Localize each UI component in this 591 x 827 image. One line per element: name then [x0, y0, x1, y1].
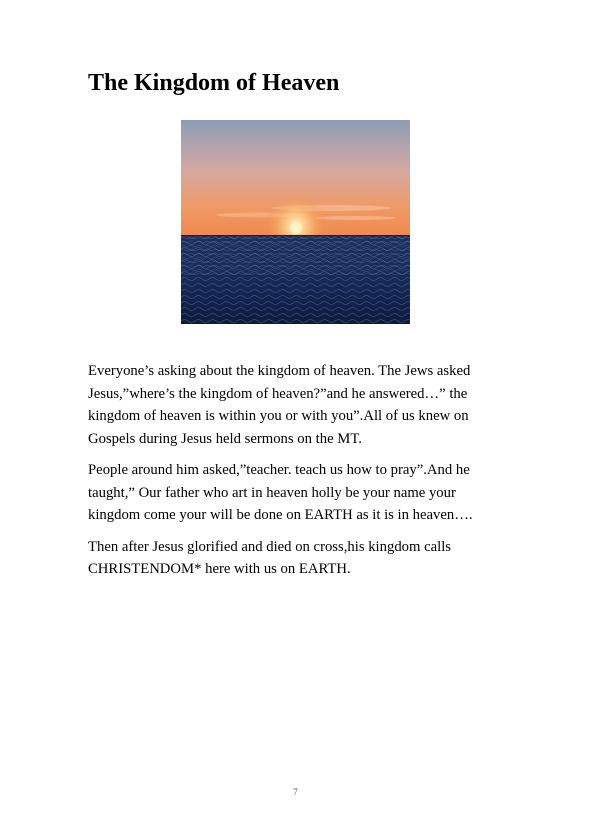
paragraph-1: Everyone’s asking about the kingdom of heaven. The Jews asked Jesus,”where’s the kingdom of heaven?”and he answered…” the kingdom of heaven is within you or with you”.All of us knew on Gospels during Jesus held sermons on the MT. — [88, 363, 471, 447]
sunset-sea-image — [181, 120, 410, 324]
body-text — [88, 360, 504, 590]
paragraph-3: Then after Jesus glorified and died on cross,his kingdom calls CHRISTENDOM* here with us on EARTH. — [88, 538, 452, 577]
page-title: The Kingdom of Heaven — [88, 70, 340, 96]
page-number: 7 — [293, 787, 298, 797]
sun — [290, 222, 302, 234]
paragraph-2: People around him asked,”teacher. teach us how to pray”.And he taught,” Our father who art in heaven holly be your name your kingdom come your will be done on EARTH as it is in heaven…. — [88, 462, 473, 523]
